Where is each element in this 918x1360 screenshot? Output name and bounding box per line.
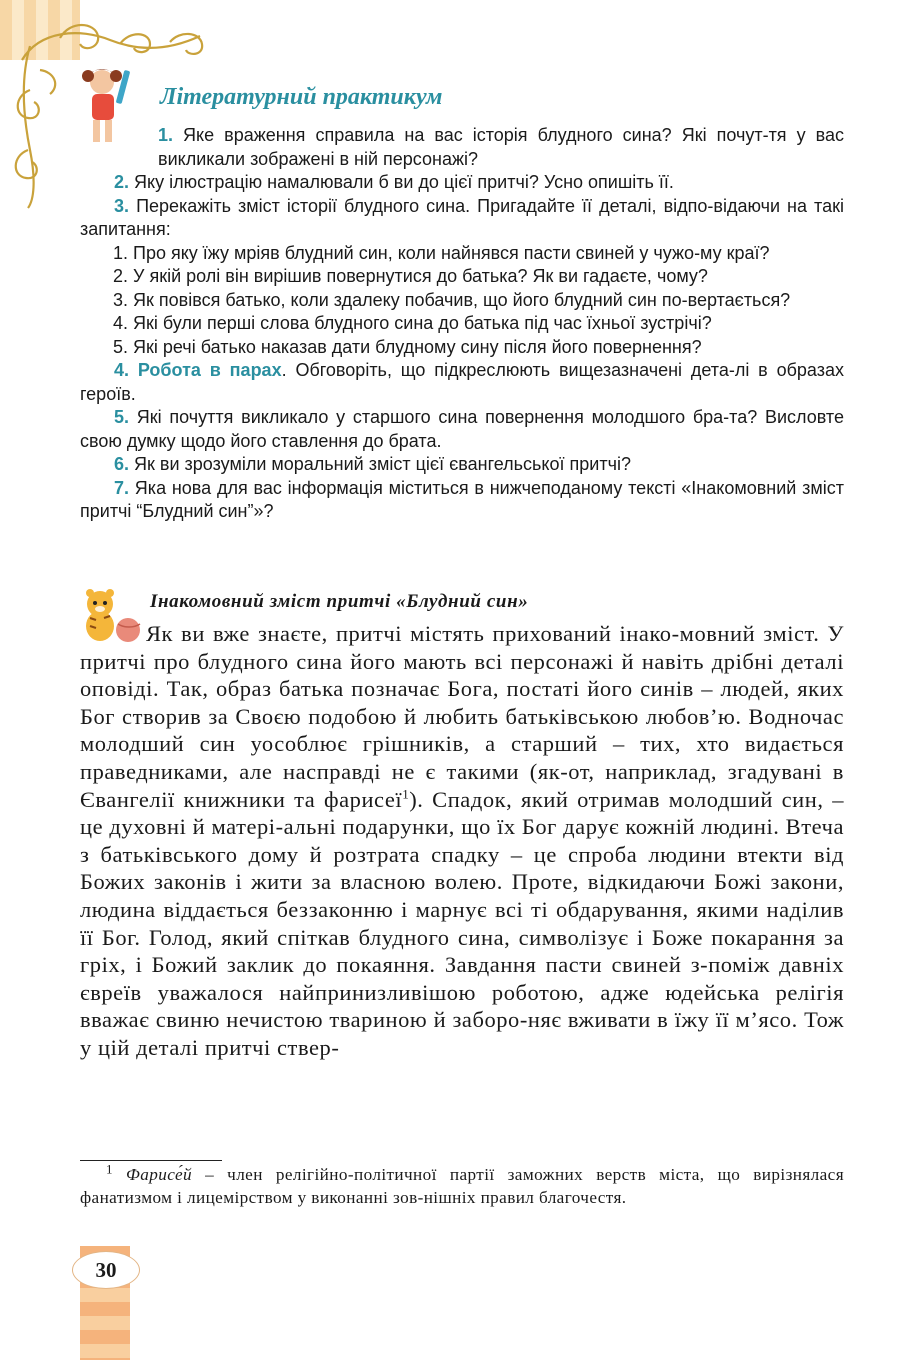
- sub-question: 3. Як повівся батько, коли здалеку побачив, що його блудний син по-вертається?: [113, 289, 791, 310]
- task-3: 3. Перекажіть зміст історії блудного сина. Пригадайте її деталі, відпо-відаючи на такі запитання:: [80, 195, 844, 239]
- section-title: Літературний практикум: [160, 84, 443, 110]
- task-4: 4. Робота в парах. Обговоріть, що підкреслюють вищезазначені дета-лі в образах героїв.: [80, 360, 844, 404]
- sub-question: 5. Які речі батько наказав дати блудному сину після його повернення?: [113, 336, 702, 357]
- task-list: [80, 124, 844, 524]
- footnote-reference[interactable]: 1: [402, 786, 410, 802]
- sub-question: 4. Які були перші слова блудного сина до батька під час їхньої зустрічі?: [113, 313, 712, 333]
- page-number: 30: [72, 1251, 140, 1289]
- task-1: 1. Яке враження справила на вас історія блудного сина? Які почут-тя у вас викликали зображені в ній персонажі?: [158, 125, 844, 169]
- task-7: 7. Яка нова для вас інформація міститься в нижчеподаному тексті «Інакомовний зміст притчі “Блудний син”»?: [80, 477, 844, 521]
- reading-title: Інакомовний зміст притчі «Блудний син»: [150, 591, 529, 612]
- task-2: 2. Яку ілюстрацію намалювали б ви до цієї притчі? Усно опишіть її.: [114, 172, 674, 192]
- footnote: $^1$ Фарисе́й – член релігійно-політичної партії заможних верств міста, що вирізнялася фанатизмом і лицемірством у виконанні зов-нішніх правил благочестя.: [80, 1161, 844, 1207]
- task-5: 5. Які почуття викликало у старшого сина повернення молодшого бра-та? Висловте свою думку щодо його ставлення до брата.: [80, 407, 844, 451]
- footnote-divider: [80, 1160, 222, 1161]
- sub-question: 1. Про яку їжу мріяв блудний син, коли найнявся пасти свиней у чужо-му краї?: [113, 242, 770, 263]
- task-6: 6. Як ви зрозуміли моральний зміст цієї євангельської притчі?: [114, 454, 631, 474]
- reading-text: Як ви вже знаєте, притчі містять прихований інако-мовний зміст. У притчі про блудного сина його мають всі персонажі й навіть дрібні деталі оповіді. Так, образ батька позначає Бога, постаті його синів – людей, яких Бог створив за Своєю подобою й любить батьківською любов’ю. Водночас молодший син уособлює грішників, а старший – тих, хто видається праведниками, але насправді не є такими (як-от, наприклад, згадувані в Євангелії книжники та фарисеї$^1$). Спадок, який отримав молодший син, – це духовні й матері-альні подарунки, що їх Бог дарує кожній людині. Втеча з батьківського дому й розтрата спадку – це спроба людини втекти від Божих законів і жити за власною волею. Проте, відкидаючи Божі закони, людина віддається беззаконню і марнує всі ті обдарування, якими наділив її Бог. Голод, який спіткав блудного сина, символізує і Боже покарання за гріх, і Божий заклик до покаяння. Завдання пасти свиней з-поміж давніх євреїв уважалося найпринизливішою роботою, адже юдейська релігія вважає свиню нечистою твариною й заборо-няє вживати в їжу її м’ясо. Тож у цій деталі притчі ствер-: [80, 621, 844, 1060]
- sub-question: 2. У якій ролі він вирішив повернутися до батька? Як ви гадаєте, чому?: [113, 266, 708, 286]
